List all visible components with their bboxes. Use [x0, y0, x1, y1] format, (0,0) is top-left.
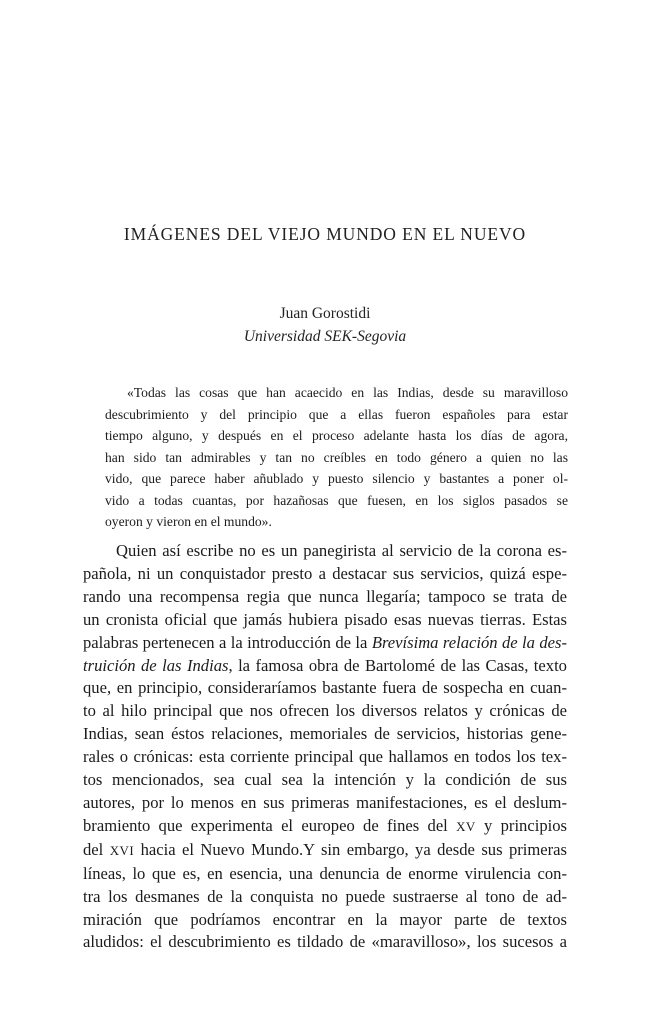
body-line: to al hilo principal que nos ofrecen los diversos relatos y crónicas de — [83, 701, 567, 721]
author-name: Juan Gorostidi — [279, 305, 371, 322]
book-title-italic: truición de las Indias — [83, 655, 229, 675]
body-line — [83, 655, 567, 678]
body-line: miración que podríamos encontrar en la mayor parte de textos — [83, 909, 567, 929]
body-line — [83, 632, 567, 655]
body-line: un cronista oficial que jamás hubiera pisado esas nuevas tierras. Estas — [83, 609, 567, 629]
body-text: y principios — [475, 815, 567, 835]
body-text: bramiento que experimenta el europeo de fines del — [83, 815, 457, 835]
body-line: tos mencionados, sea cual sea la intención y la condición de sus — [83, 770, 567, 790]
body-paragraph — [83, 540, 567, 954]
body-line — [83, 839, 567, 863]
body-line: que, en principio, consideraríamos bastante fuera de sospecha en cuan- — [83, 678, 567, 698]
body-line: Indias, sean éstos relaciones, memoriales de servicios, historias gene- — [83, 724, 567, 744]
body-text: palabras pertenecen a la introducción de la — [83, 632, 372, 652]
quote-line: tiempo alguno, y después en el proceso adelante hasta los días de agora, — [105, 428, 568, 443]
body-line: autores, por lo menos en sus primeras manifestaciones, es el deslum- — [83, 792, 567, 812]
quote-line: vido a todas cuantas, por hazañosas que fuesen, en los siglos pasados se — [105, 492, 568, 508]
body-line: rando una recompensa regia que nunca llegaría; tampoco se trata de — [83, 586, 567, 606]
body-line: aludidos: el descubrimiento es tildado de «maravilloso», los sucesos a — [83, 932, 567, 952]
body-text: hacia el Nuevo Mundo.Y sin embargo, ya desde sus primeras — [134, 839, 568, 859]
body-line — [83, 815, 567, 839]
quote-line: oyeron y vieron en el mundo». — [105, 514, 272, 529]
body-line: pañola, ni un conquistador presto a destacar sus servicios, quizá espe- — [83, 563, 567, 583]
body-line: tra los desmanes de la conquista no puede sustraerse al tono de ad- — [83, 886, 567, 906]
body-text: , la famosa obra de Bartolomé de las Casas, texto — [228, 655, 567, 675]
quote-line: han sido tan admirables y tan no creíbles en todo género a quien no las — [105, 449, 568, 465]
body-text: del — [83, 839, 110, 859]
body-line: rales o crónicas: esta corriente principal que hallamos en todos los tex- — [83, 747, 567, 767]
quote-line: vido, que parece haber añublado y puesto silencio y bastantes a poner ol- — [105, 471, 568, 486]
century-numeral: XV — [456, 818, 476, 834]
body-line: Quien así escribe no es un panegirista al servicio de la corona es- — [116, 541, 567, 560]
century-numeral: XVI — [109, 842, 135, 858]
epigraph-quote — [105, 382, 568, 533]
quote-line: descubrimiento y del principio que a ellas fueron españoles para estar — [105, 406, 568, 422]
author-affiliation: Universidad SEK-Segovia — [243, 328, 407, 345]
chapter-title: IMÁGENES DEL VIEJO MUNDO EN EL NUEVO — [123, 224, 527, 244]
quote-line: «Todas las cosas que han acaecido en las Indias, desde su maravilloso — [127, 385, 568, 400]
body-line: líneas, lo que es, en esencia, una denuncia de enorme virulencia con- — [83, 863, 567, 883]
book-title-italic: Brevísima relación de la des- — [371, 632, 567, 652]
